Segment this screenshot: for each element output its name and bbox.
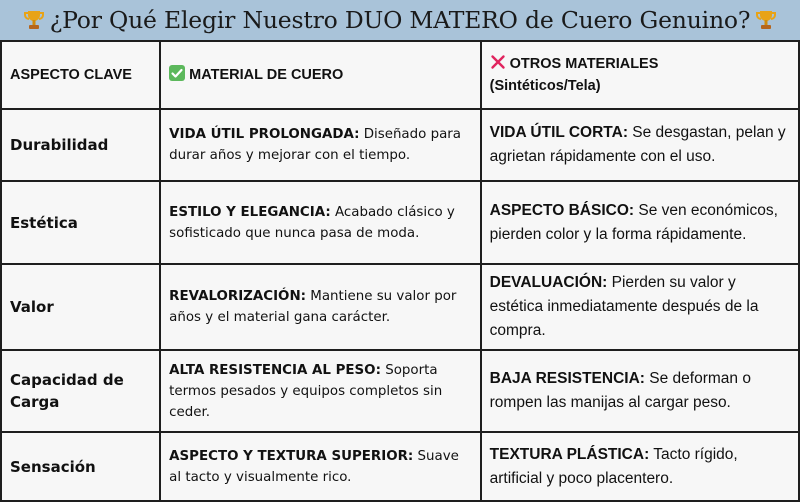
- header-others: [481, 41, 799, 109]
- leather-text: Suave al tacto y visualmente rico.: [169, 448, 459, 485]
- others-text: Se deforman o rompen las manijas al cargar peso.: [489, 370, 751, 411]
- others-label: TEXTURA PLÁSTICA:: [489, 445, 650, 463]
- leather-cell: [160, 350, 480, 432]
- header-others-line1: OTROS MATERIALES: [509, 56, 659, 72]
- leather-cell: [160, 109, 480, 181]
- others-cell: [481, 432, 799, 501]
- cross-icon: [490, 54, 506, 70]
- header-others-line2: (Sintéticos/Tela): [489, 78, 601, 94]
- leather-cell: [160, 181, 480, 264]
- leather-label: ALTA RESISTENCIA AL PESO:: [169, 362, 381, 378]
- table-row: [1, 350, 799, 432]
- trophy-icon: [22, 8, 46, 32]
- others-label: ASPECTO BÁSICO:: [489, 201, 635, 219]
- leather-label: REVALORIZACIÓN:: [169, 289, 307, 304]
- check-icon: [169, 65, 185, 81]
- others-cell: [481, 181, 799, 264]
- others-cell: [481, 109, 799, 181]
- leather-label: VIDA ÚTIL PROLONGADA:: [169, 127, 360, 142]
- leather-text: Soporta termos pesados y equipos completos sin ceder.: [169, 362, 443, 420]
- header-leather: [160, 41, 480, 109]
- others-text: Se ven económicos, pierden color y la forma rápidamente.: [489, 201, 778, 243]
- leather-text: Mantiene su valor por años y el material gana carácter.: [169, 289, 457, 325]
- leather-cell: [160, 432, 480, 501]
- table-header-row: [1, 41, 799, 109]
- leather-label: ESTILO Y ELEGANCIA:: [169, 204, 331, 220]
- others-cell: [481, 264, 799, 350]
- leather-label: ASPECTO Y TEXTURA SUPERIOR:: [169, 448, 414, 464]
- aspect-cell: Sensación: [1, 432, 160, 501]
- table-row: [1, 432, 799, 501]
- aspect-cell: Estética: [1, 181, 160, 264]
- table-row: [1, 181, 799, 264]
- others-label: VIDA ÚTIL CORTA:: [489, 124, 628, 141]
- others-label: DEVALUACIÓN:: [489, 274, 608, 291]
- leather-text: Acabado clásico y sofisticado que nunca pasa de moda.: [169, 204, 455, 241]
- leather-cell: [160, 264, 480, 350]
- table-row: [1, 264, 799, 350]
- title-bar: [0, 0, 800, 40]
- aspect-cell: Valor: [1, 264, 160, 350]
- others-label: BAJA RESISTENCIA:: [489, 370, 645, 387]
- others-text: Pierden su valor y estética inmediatamente después de la compra.: [489, 274, 759, 339]
- table-row: [1, 109, 799, 181]
- others-cell: [481, 350, 799, 432]
- header-leather-label: MATERIAL DE CUERO: [189, 67, 344, 83]
- comparison-table: [0, 40, 800, 502]
- others-text: Se desgastan, pelan y agrietan rápidamente con el uso.: [489, 124, 786, 165]
- aspect-cell: Capacidad de Carga: [1, 350, 160, 432]
- trophy-icon: [754, 8, 778, 32]
- aspect-cell: Durabilidad: [1, 109, 160, 181]
- header-aspect: ASPECTO CLAVE: [1, 41, 160, 109]
- page-title: ¿Por Qué Elegir Nuestro DUO MATERO de Cuero Genuino?: [49, 6, 751, 34]
- others-text: Tacto rígido, artificial y poco placentero.: [489, 445, 738, 487]
- leather-text: Diseñado para durar años y mejorar con el tiempo.: [169, 127, 461, 163]
